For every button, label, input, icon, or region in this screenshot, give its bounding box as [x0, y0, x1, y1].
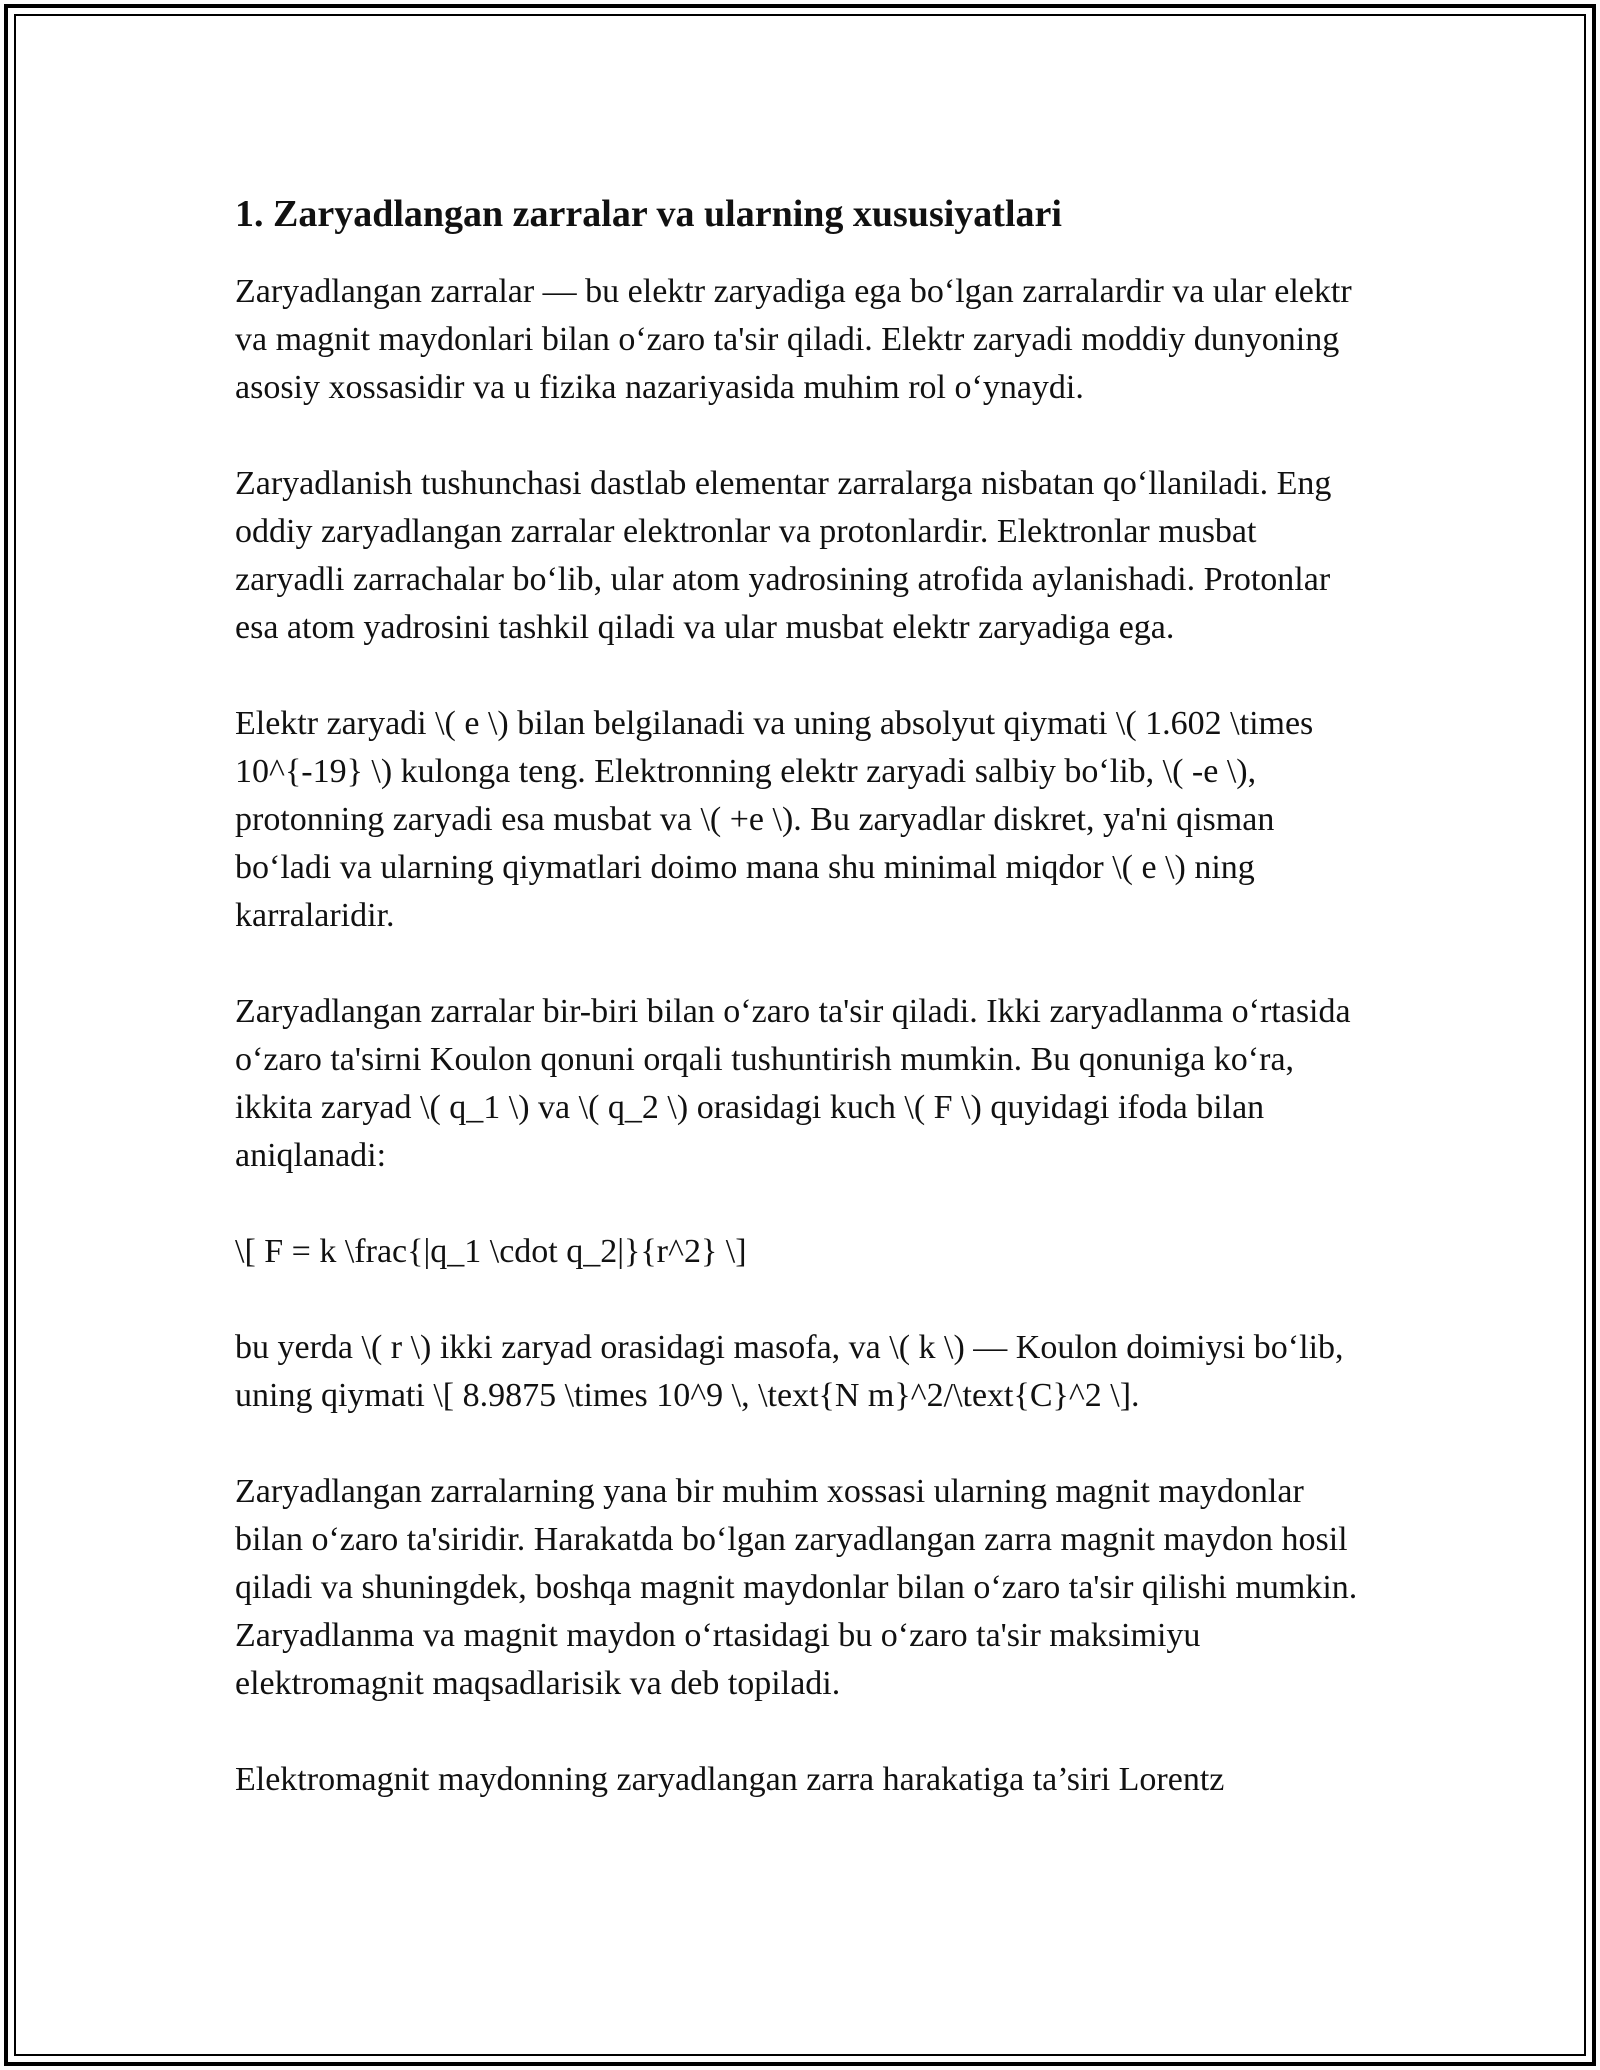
document-body — [235, 180, 1365, 1852]
paragraph-coulomb-constant: bu yerda \( r \) ikki zaryad orasidagi masofa, va \( k \) — Koulon doimiysi bo‘lib, uning qiymati \[ 8.9875 \times 10^9 \, \text{N m}^2/\text{C}^2 \]. — [235, 1329, 1344, 1414]
formula-coulomb: \[ F = k \frac{|q_1 \cdot q_2|}{r^2} \] — [235, 1233, 747, 1270]
section-heading: 1. Zaryadlangan zarralar va ularning xususiyatlari — [235, 193, 1062, 235]
paragraph-magnetic-interaction: Zaryadlangan zarralarning yana bir muhim xossasi ularning magnit maydonlar bilan o‘zaro ta'siridir. Harakatda bo‘lgan zaryadlangan zarra magnit maydon hosil qiladi va shuningdek, boshqa magnit maydonlar bilan o‘zaro ta'sir qilishi mumkin. Zaryadlanma va magnit maydon o‘rtasidagi bu o‘zaro ta'sir maksimiyu elektromagnit maqsadlarisik va deb topiladi. — [235, 1473, 1358, 1702]
paragraph-elementary-charge: Elektr zaryadi \( e \) bilan belgilanadi va uning absolyut qiymati \( 1.602 \times 10^{-19} \) kulonga teng. Elektronning elektr zaryadi salbiy bo‘lib, \( -e \), protonning zaryadi esa musbat va \( +e \). Bu zaryadlar diskret, ya'ni qisman bo‘ladi va ularning qiymatlari doimo mana shu minimal miqdor \( e \) ning karralaridir. — [235, 705, 1314, 934]
paragraph-lorentz: Elektromagnit maydonning zaryadlangan zarra harakatiga ta’siri Lorentz — [235, 1761, 1225, 1798]
paragraph-intro: Zaryadlangan zarralar — bu elektr zaryadiga ega bo‘lgan zarralardir va ular elektr va magnit maydonlari bilan o‘zaro ta'sir qiladi. Elektr zaryadi moddiy dunyoning asosiy xossasidir va u fizika nazariyasida muhim rol o‘ynaydi. — [235, 273, 1352, 406]
paragraph-coulomb-law: Zaryadlangan zarralar bir-biri bilan o‘zaro ta'sir qiladi. Ikki zaryadlanma o‘rtasida o‘zaro ta'sirni Koulon qonuni orqali tushuntirish mumkin. Bu qonuniga ko‘ra, ikkita zaryad \( q_1 \) va \( q_2 \) orasidagi kuch \( F \) quyidagi ifoda bilan aniqlanadi: — [235, 993, 1351, 1174]
paragraph-elementary-particles: Zaryadlanish tushunchasi dastlab elementar zarralarga nisbatan qo‘llaniladi. Eng oddiy zaryadlangan zarralar elektronlar va protonlardir. Elektronlar musbat zaryadli zarrachalar bo‘lib, ular atom yadrosining atrofida aylanishadi. Protonlar esa atom yadrosini tashkil qiladi va ular musbat elektr zaryadiga ega. — [235, 465, 1332, 646]
